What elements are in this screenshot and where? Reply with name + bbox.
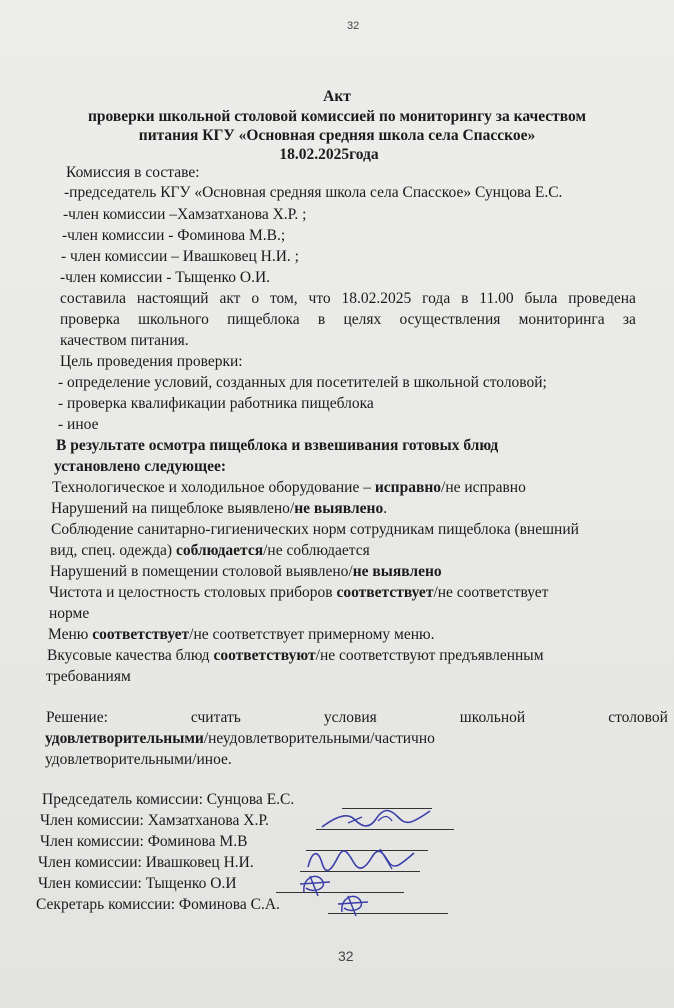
result-taste-line-2: требованиям bbox=[46, 668, 131, 685]
commission-chair: -председатель КГУ «Основная средняя школа села Спасское» Сунцова Е.С. bbox=[64, 184, 563, 201]
signature-member-4-label: Член комиссии: Тыщенко О.И bbox=[38, 875, 237, 892]
result-sanitary-line-1: Соблюдение санитарно-гигиенических норм сотрудникам пищеблока (внешний bbox=[51, 521, 579, 538]
act-title-line2: проверки школьной столовой комиссией по мониторингу за качеством bbox=[87, 108, 587, 125]
act-title-line3: питания КГУ «Основная средняя школа села Спасское» bbox=[138, 127, 536, 144]
result-cutlery: Чистота и целостность столовых приборов соответствует/не соответствует bbox=[49, 584, 549, 601]
commission-member-1: -член комиссии –Хамзатханова Х.Р. ; bbox=[63, 206, 307, 223]
page-number-top: 32 bbox=[347, 20, 360, 32]
signature-member-1-label: Член комиссии: Хамзатханова Х.Р. bbox=[40, 812, 269, 829]
signature-chair-label: Председатель комиссии: Сунцова Е.С. bbox=[42, 791, 295, 808]
commission-member-4: -член комиссии - Тыщенко О.И. bbox=[60, 269, 271, 286]
intro-line-1: составила настоящий акт о том, что 18.02.2025 года в 11.00 была проведена bbox=[60, 290, 636, 307]
result-equipment: Технологическое и холодильное оборудование – исправно/не исправно bbox=[52, 479, 526, 496]
signature-member-3-label: Член комиссии: Ивашковец Н.И. bbox=[38, 854, 254, 871]
decision-line-2: удовлетворительными/неудовлетворительными/частично bbox=[45, 730, 435, 747]
handwritten-signature-1 bbox=[318, 805, 438, 835]
result-taste: Вкусовые качества блюд соответствуют/не соответствуют предъявленным bbox=[47, 647, 544, 664]
purpose-item-3: - иное bbox=[58, 416, 99, 433]
purpose-item-1: - определение условий, созданных для посетителей в школьной столовой; bbox=[58, 374, 547, 391]
handwritten-signature-secretary bbox=[334, 888, 374, 918]
results-heading-2: установлено следующее: bbox=[54, 458, 226, 475]
commission-member-2: -член комиссии - Фоминова М.В.; bbox=[62, 227, 286, 244]
commission-heading: Комиссия в составе: bbox=[66, 164, 200, 181]
purpose-heading: Цель проведения проверки: bbox=[60, 353, 243, 370]
decision-line-3: удовлетворительными/иное. bbox=[45, 751, 232, 768]
result-sanitary-line-2: вид, спец. одежда) соблюдается/не соблюдается bbox=[50, 542, 370, 559]
intro-line-2: проверка школьного пищеблока в целях осуществления мониторинга за bbox=[60, 311, 636, 328]
result-kitchen-violations: Нарушений на пищеблоке выявлено/не выявлено. bbox=[51, 500, 388, 517]
commission-member-3: - член комиссии – Ивашковец Н.И. ; bbox=[61, 248, 299, 265]
act-title: Акт bbox=[323, 88, 351, 105]
page-number-bottom: 32 bbox=[338, 948, 354, 964]
result-dining-violations: Нарушений в помещении столовой выявлено/не выявлено bbox=[50, 563, 442, 580]
result-menu: Меню соответствует/не соответствует примерному меню. bbox=[48, 626, 435, 643]
result-cutlery-line-2: норме bbox=[49, 605, 90, 622]
signature-member-2-label: Член комиссии: Фоминова М.В bbox=[40, 833, 248, 850]
intro-line-3: качеством питания. bbox=[60, 332, 189, 349]
act-date: 18.02.2025года bbox=[279, 146, 379, 163]
results-heading-1: В результате осмотра пищеблока и взвешивания готовых блюд bbox=[56, 437, 499, 454]
decision-line-1: Решение: считать условия школьной столовой bbox=[46, 709, 668, 726]
signature-secretary-label: Секретарь комиссии: Фоминова С.А. bbox=[36, 896, 280, 913]
purpose-item-2: - проверка квалификации работника пищеблока bbox=[58, 395, 374, 412]
handwritten-signature-4 bbox=[296, 868, 336, 898]
